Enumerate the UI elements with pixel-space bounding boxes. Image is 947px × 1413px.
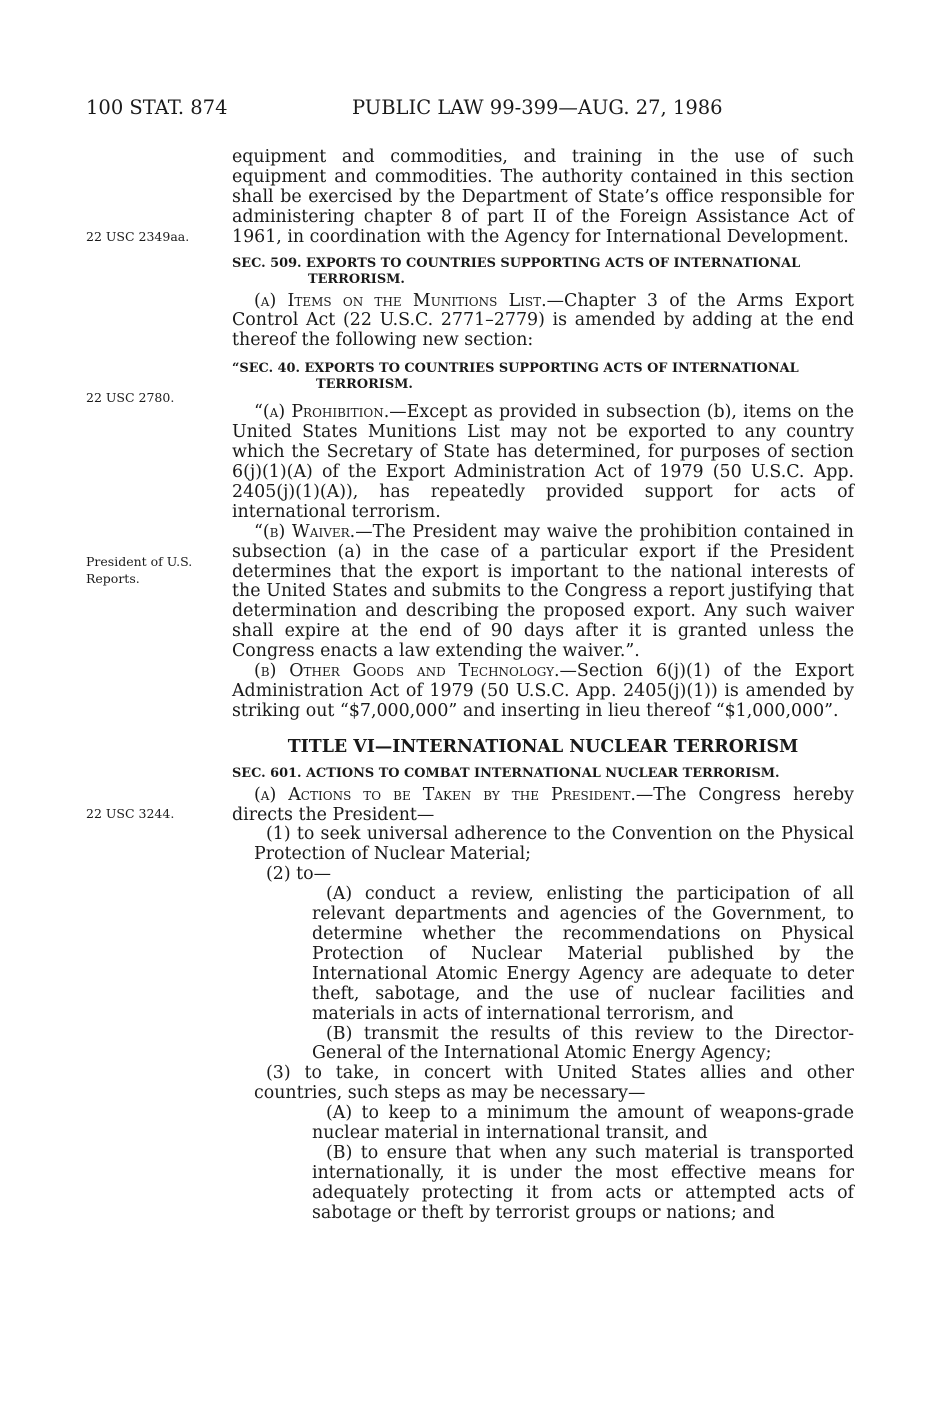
- list-item: (B) to ensure that when any such material is transported internationally, it is under the most effective means for adequately protecting it from acts or attempted acts of sabotage or theft by terrorist groups or nations; and: [312, 1142, 854, 1223]
- paragraph: [232, 403, 854, 522]
- body-text: [232, 148, 854, 1224]
- margin-note: 22 USC 3244.: [86, 806, 175, 821]
- margin-note: President of U.S.: [86, 554, 193, 569]
- subsection-text: —Section 6(j)(1) of the Export Administration Act of 1979 (50 U.S.C. App. 2405(j)(1)) is amended by striking out “$7,000,000” and inserting in lieu thereof “$1,000,000”.: [232, 661, 854, 721]
- section-heading-601: SEC. 601. ACTIONS TO COMBAT INTERNATIONAL NUCLEAR TERRORISM.: [232, 765, 780, 781]
- paragraph: [232, 662, 854, 722]
- statute-page-number: 100 STAT. 874: [86, 96, 228, 119]
- paragraph: [232, 786, 854, 826]
- subsection-heading: (b) Other Goods and Technology.: [254, 661, 560, 682]
- subsection-heading: “(a) Prohibition.: [254, 402, 390, 423]
- paragraph: equipment and commodities, and training in the use of such equipment and commodities. The authority contained in this section shall be exercised by the Department of State’s office responsible for administering chapter 8 of part II of the Foreign Assistance Act of 1961, in coordination with the Agency for International Development.: [232, 147, 854, 247]
- subsection-text: —Except as provided in subsection (b), items on the United States Munitions List may not be exported to any country which the Secretary of State has determined, for purposes of section 6(j)(1)(A) of the Export Administration Act of 1979 (50 U.S.C. App. 2405(j)(1)(A)), has repeatedly provided support for acts of international terrorism.: [232, 402, 854, 522]
- section-heading-line: TERRORISM.: [308, 271, 405, 287]
- section-heading-line: “SEC. 40. EXPORTS TO COUNTRIES SUPPORTING ACTS OF INTERNATIONAL: [232, 361, 799, 377]
- subsection-text: —The Congress hereby directs the President—: [232, 784, 855, 825]
- list-item: (A) conduct a review, enlisting the participation of all relevant departments and agencies of the Government, to determine whether the recommendations on Physical Protection of Nuclear Material published by the International Atomic Energy Agency are adequate to deter theft, sabotage, and the use of nuclear facilities and materials in acts of international terrorism, and: [312, 884, 854, 1024]
- page-header: [86, 96, 856, 126]
- list-item: (A) to keep to a minimum the amount of weapons-grade nuclear material in international transit, and: [312, 1103, 854, 1144]
- margin-note: 22 USC 2349aa.: [86, 229, 190, 244]
- list-item: (2) to—: [266, 864, 332, 885]
- section-heading-509: [232, 256, 854, 288]
- list-item: (B) transmit the results of this review to the Director-General of the International Atomic Energy Agency;: [312, 1023, 854, 1064]
- subsection-text: —Chapter 3 of the Arms Export Control Act (22 U.S.C. 2771–2779) is amended by adding at the end thereof the following new section:: [232, 290, 854, 351]
- margin-note: Reports.: [86, 571, 140, 586]
- subsection-heading: (a) Actions to be Taken by the President.: [254, 784, 636, 805]
- subsection-heading: “(b) Waiver.: [254, 521, 356, 542]
- subsection-text: —The President may waive the prohibition contained in subsection (a) in the case of a particular export if the President determines that the export is important to the national interests of the United States and submits to the Congress a report justifying that determination and describing the proposed export. Any such waiver shall expire at the end of 90 days after it is granted unless the Congress enacts a law extending the waiver.”.: [232, 521, 854, 662]
- subsection-heading: (a) Items on the Munitions List.: [254, 290, 547, 311]
- list-item: (1) to seek universal adherence to the Convention on the Physical Protection of Nuclear Material;: [254, 824, 854, 865]
- title-heading: TITLE VI—INTERNATIONAL NUCLEAR TERRORISM: [287, 736, 799, 757]
- list-item: (3) to take, in concert with United States allies and other countries, such steps as may be necessary—: [254, 1063, 854, 1104]
- paragraph: [232, 523, 854, 662]
- public-law-title: PUBLIC LAW 99-399—AUG. 27, 1986: [352, 96, 723, 119]
- section-heading-line: SEC. 509. EXPORTS TO COUNTRIES SUPPORTING ACTS OF INTERNATIONAL: [232, 255, 801, 271]
- section-heading-40: [232, 361, 854, 393]
- section-heading-line: TERRORISM.: [316, 377, 413, 393]
- paragraph: [232, 292, 854, 352]
- margin-note: 22 USC 2780.: [86, 390, 175, 405]
